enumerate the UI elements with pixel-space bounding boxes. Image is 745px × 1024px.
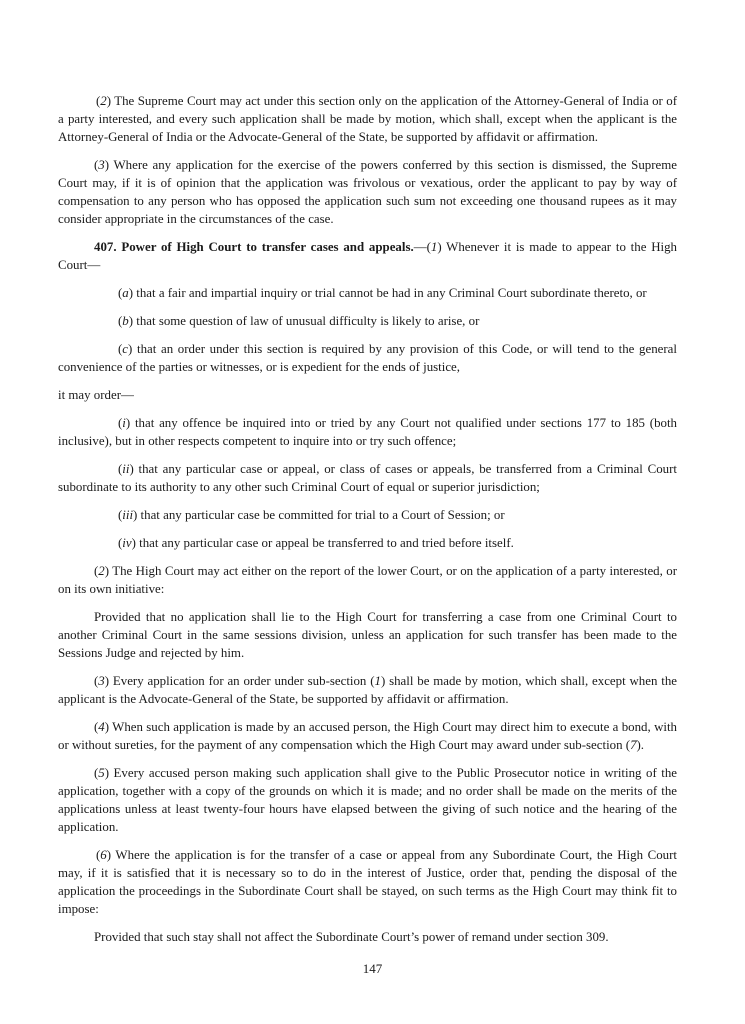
paragraph: (i) that any offence be inquired into or tried by any Court not qualified under sections 177 to 185 (both inclusive), but in other respects competent to inquire into or try such offence; bbox=[58, 416, 677, 448]
paragraph: Provided that no application shall lie to the High Court for transferring a case from one Criminal Court to another Criminal Court in the same sessions division, unless an application for such transfer has been made to the Sessions Judge and rejected by him. bbox=[58, 610, 677, 660]
paragraph: (2) The Supreme Court may act under this section only on the application of the Attorney-General of India or of a party interested, and every such application shall be made by motion, which shall, except when the applicant is the Attorney-General of India or the Advocate-General of the State, be supported by affidavit or affirmation. bbox=[58, 94, 677, 144]
paragraph: (6) Where the application is for the transfer of a case or appeal from any Subordinate Court, the High Court may, if it is satisfied that it is necessary so to do in the interest of Justice, order that, pending the disposal of the application the proceedings in the Subordinate Court shall be stayed, on such terms as the High Court may think fit to impose: bbox=[58, 848, 677, 916]
paragraph: (2) The High Court may act either on the report of the lower Court, or on the application of a party interested, or on its own initiative: bbox=[58, 564, 677, 596]
paragraph: (b) that some question of law of unusual difficulty is likely to arise, or bbox=[118, 314, 480, 328]
paragraph: (4) When such application is made by an accused person, the High Court may direct him to execute a bond, with or without sureties, for the payment of any compensation which the High Court may award under sub-section (7). bbox=[58, 720, 677, 752]
paragraph: (c) that an order under this section is required by any provision of this Code, or will tend to the general convenience of the parties or witnesses, or is expedient for the ends of justice, bbox=[58, 342, 677, 374]
paragraph: (5) Every accused person making such application shall give to the Public Prosecutor notice in writing of the application, together with a copy of the grounds on which it is made; and no order shall be made on the merits of the applications unless at least twenty-four hours have elapsed between the giving of such notice and the hearing of the application. bbox=[58, 766, 677, 834]
paragraph: (a) that a fair and impartial inquiry or trial cannot be had in any Criminal Court subordinate thereto, or bbox=[118, 286, 647, 300]
paragraph: it may order— bbox=[58, 388, 134, 402]
paragraph: (3) Where any application for the exercise of the powers conferred by this section is dismissed, the Supreme Court may, if it is of opinion that the application was frivolous or vexatious, order the applicant to pay by way of compensation to any person who has opposed the application such sum not exceeding one thousand rupees as it may consider appropriate in the circumstances of the case. bbox=[58, 158, 677, 226]
paragraph: (iv) that any particular case or appeal be transferred to and tried before itself. bbox=[118, 536, 514, 550]
paragraph: 407. Power of High Court to transfer cases and appeals.—(1) Whenever it is made to appear to the High Court— bbox=[58, 240, 677, 272]
paragraph: (3) Every application for an order under sub-section (1) shall be made by motion, which shall, except when the applicant is the Advocate-General of the State, be supported by affidavit or affirmation. bbox=[58, 674, 678, 706]
paragraph: Provided that such stay shall not affect the Subordinate Court’s power of remand under section 309. bbox=[94, 930, 609, 944]
document-body bbox=[58, 92, 677, 946]
paragraph: (ii) that any particular case or appeal, or class of cases or appeals, be transferred from a Criminal Court subordinate to its authority to any other such Criminal Court of equal or superior jurisdiction; bbox=[58, 462, 677, 494]
page-number: 147 bbox=[362, 961, 383, 976]
paragraph: (iii) that any particular case be committed for trial to a Court of Session; or bbox=[118, 508, 505, 522]
